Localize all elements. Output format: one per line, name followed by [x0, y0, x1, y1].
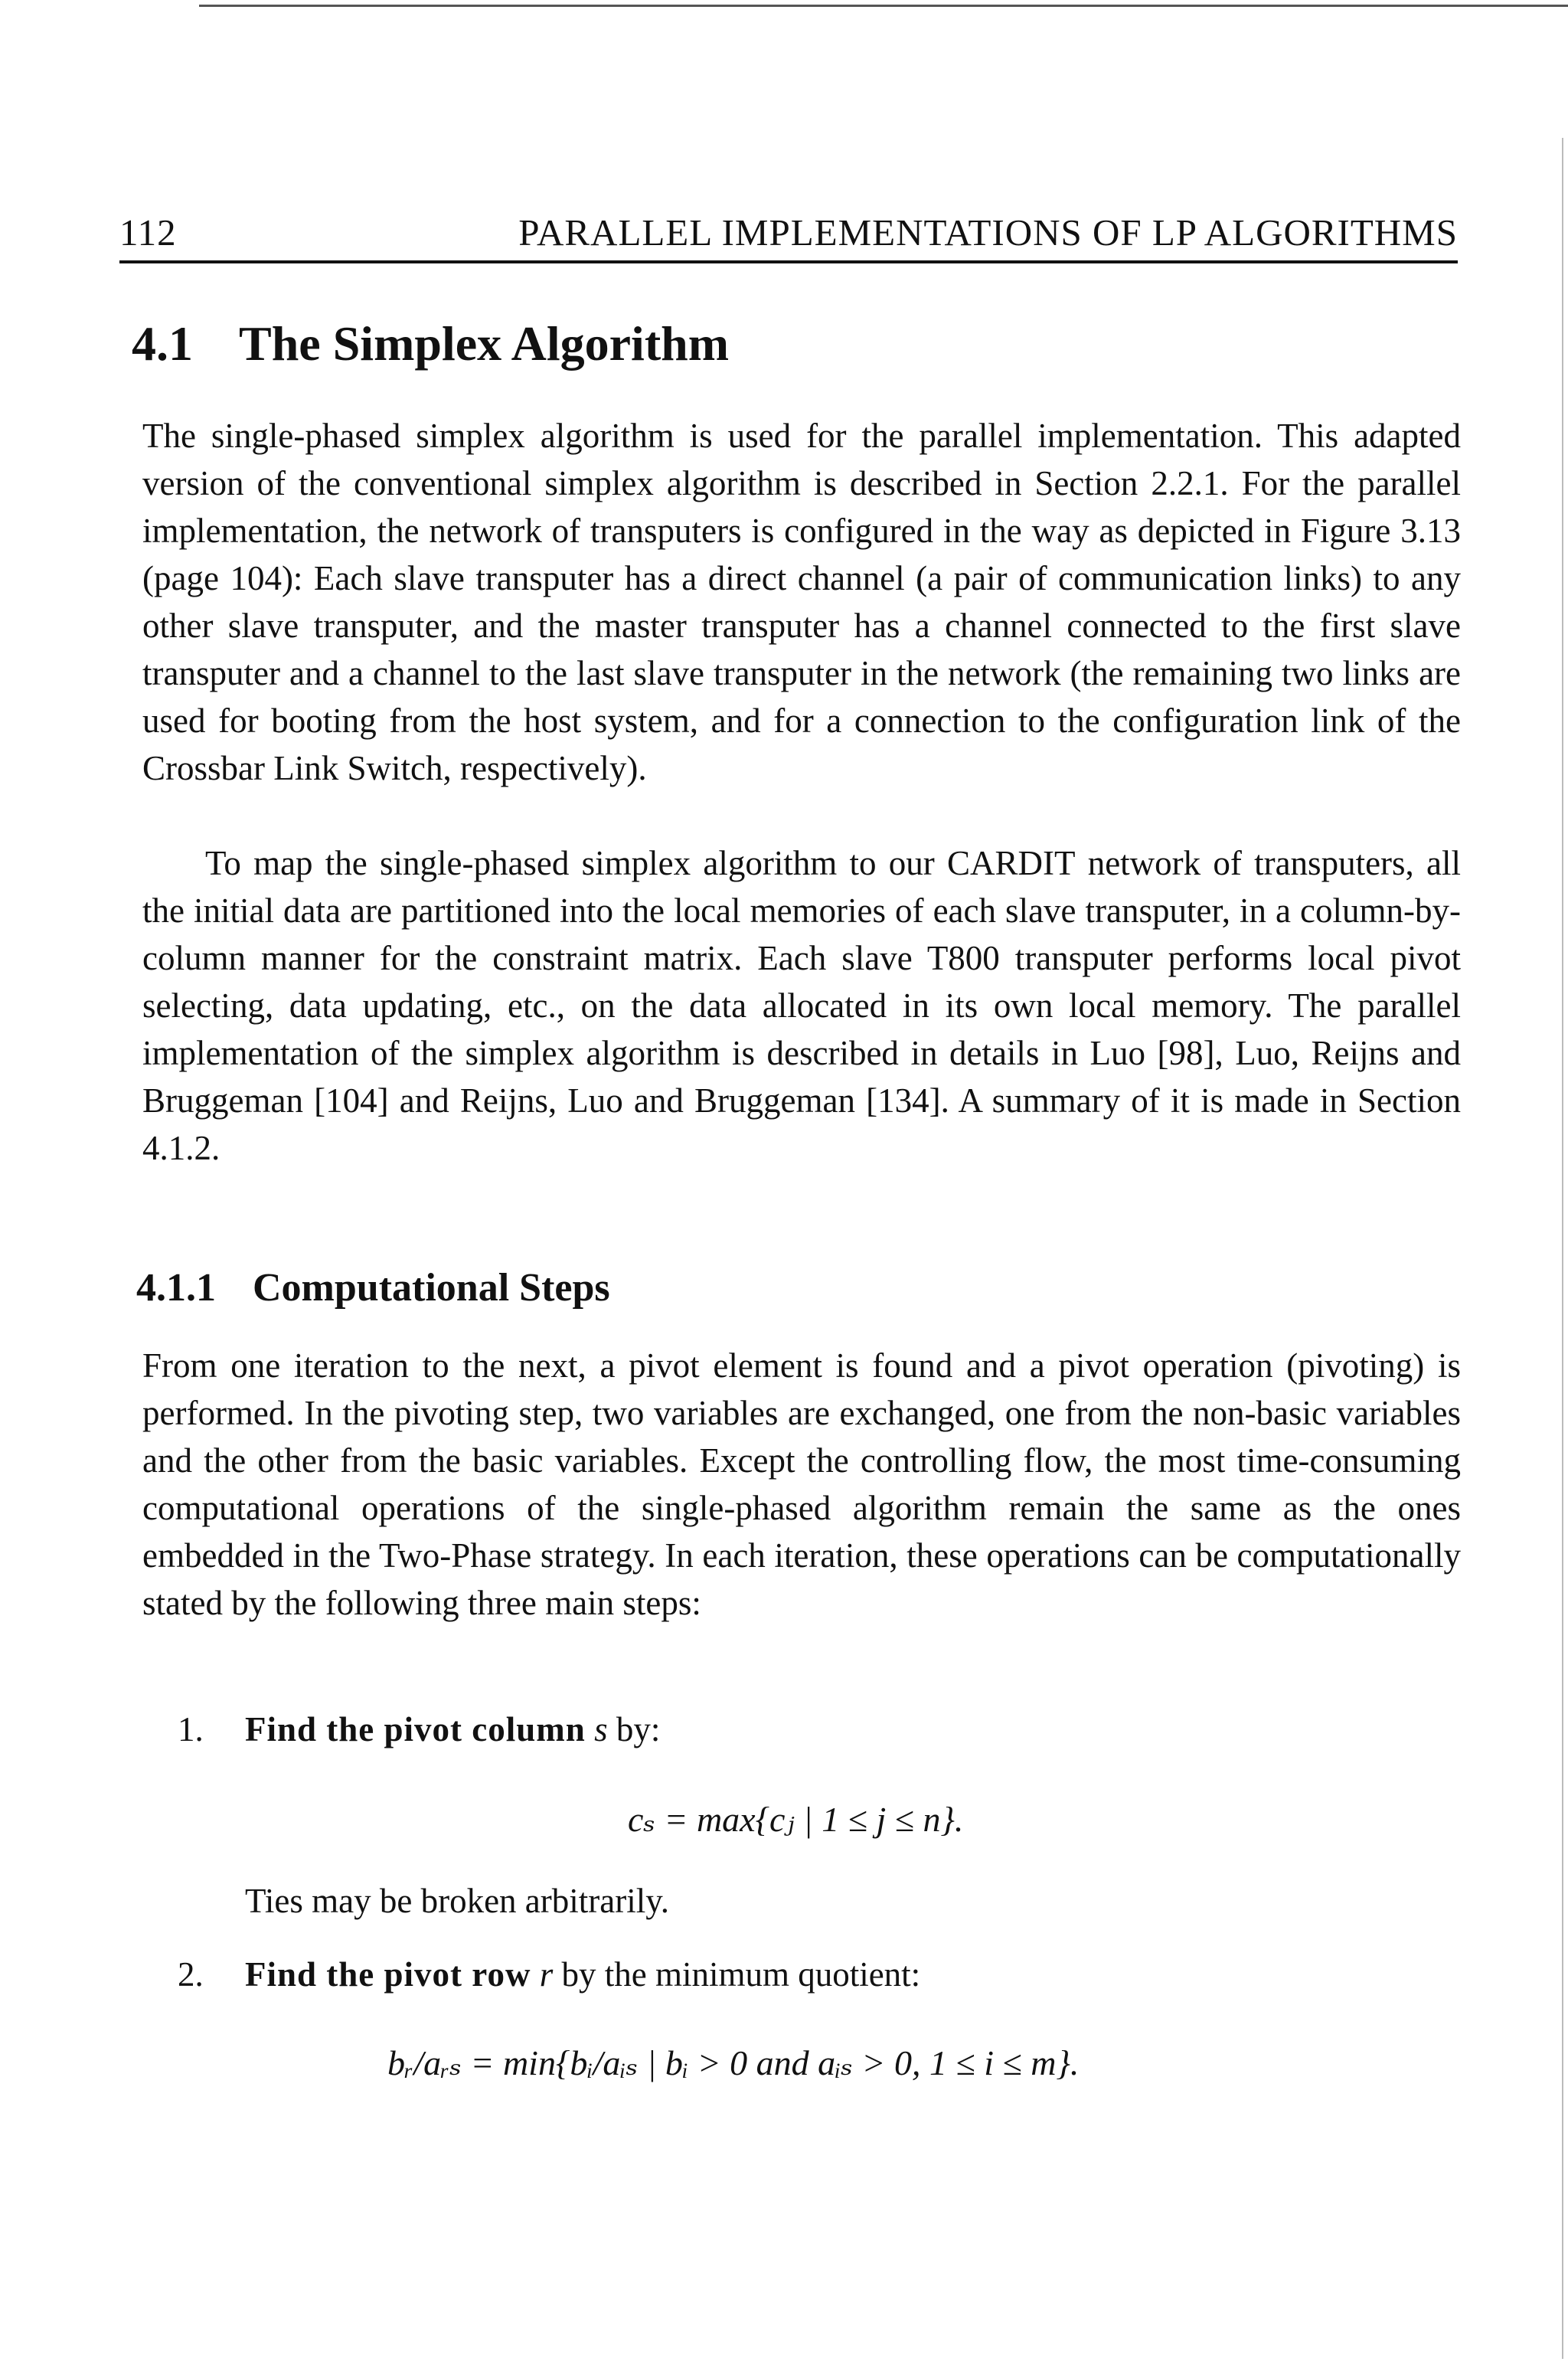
- step-1-text: by:: [607, 1710, 661, 1748]
- step-1: [178, 1709, 660, 1749]
- scan-border-top: [199, 5, 1568, 7]
- step-2-text: by the minimum quotient:: [553, 1955, 921, 1994]
- section-title: The Simplex Algorithm: [239, 316, 730, 371]
- step-1-note: Ties may be broken arbitrarily.: [245, 1882, 670, 1920]
- formula-pivot-row: bᵣ/aᵣₛ = min{bᵢ/aᵢₛ | bᵢ > 0 and aᵢₛ > 0, 1 ≤ i ≤ m}.: [387, 2043, 1080, 2082]
- paragraph-mapping: [142, 839, 1461, 1172]
- scan-border-right: [1562, 138, 1563, 2359]
- page-header: [119, 208, 1458, 263]
- step-1-variable: s: [594, 1710, 608, 1748]
- paragraph-intro: The single-phased simplex algorithm is used for the parallel implementation. This adapted version of the conventional simplex algorithm is described in Section 2.2.1. For the parallel implementation, the network of transputers is configured in the way as depicted in Figure 3.13 (page 104): Each slave transputer has a direct channel (a pair of communication links) to any other slave transputer, and the master transputer has a channel connected to the first slave transputer and a channel to the last slave transputer in the network (the remaining two links are used for booting from the host system, and for a connection to the configuration link of the Crossbar Link Switch, respectively).: [142, 417, 1461, 787]
- subsection-number: 4.1.1: [136, 1266, 216, 1310]
- running-title: PARALLEL IMPLEMENTATIONS OF LP ALGORITHMS: [518, 211, 1458, 254]
- paragraph-computational-steps: From one iteration to the next, a pivot element is found and a pivot operation (pivoting) is performed. In the pivoting step, two variables are exchanged, one from the non-basic variables and the other from the basic variables. Except the controlling flow, the most time-consuming computational operations of the single-phased algorithm remain the same as the ones embedded in the Two-Phase strategy. In each iteration, these operations can be computationally stated by the following three main steps:: [142, 1346, 1461, 1622]
- section-heading: [132, 316, 729, 372]
- subsection-heading: [136, 1265, 610, 1310]
- page-number: 112: [119, 211, 177, 254]
- step-1-heading: Find the pivot column: [245, 1710, 586, 1748]
- step-2: [178, 1954, 920, 1994]
- step-2-variable: r: [539, 1955, 554, 1994]
- cardit-name: CARDIT: [946, 844, 1076, 882]
- step-2-marker: 2.: [178, 1955, 204, 1994]
- paragraph-mapping-rest: network of transputers, all the initial data are partitioned into the local memories of each slave transputer, in a column-by-column manner for the constraint matrix. Each slave T800 transputer performs local pivot selecting, data updating, etc., on the data allocated in its own local memory. The parallel implementation of the simplex algorithm is described in details in Luo [98], Luo, Reijns and Bruggeman [104] and Reijns, Luo and Bruggeman [134]. A summary of it is made in Section 4.1.2.: [142, 844, 1461, 1167]
- section-number: 4.1: [132, 316, 193, 371]
- step-1-marker: 1.: [178, 1710, 204, 1748]
- step-2-heading: Find the pivot row: [245, 1955, 531, 1994]
- subsection-title: Computational Steps: [253, 1266, 610, 1310]
- paragraph-mapping-start: To map the single-phased simplex algorithm to our: [205, 844, 947, 882]
- formula-pivot-column: cₛ = max{cⱼ | 1 ≤ j ≤ n}.: [628, 1800, 964, 1839]
